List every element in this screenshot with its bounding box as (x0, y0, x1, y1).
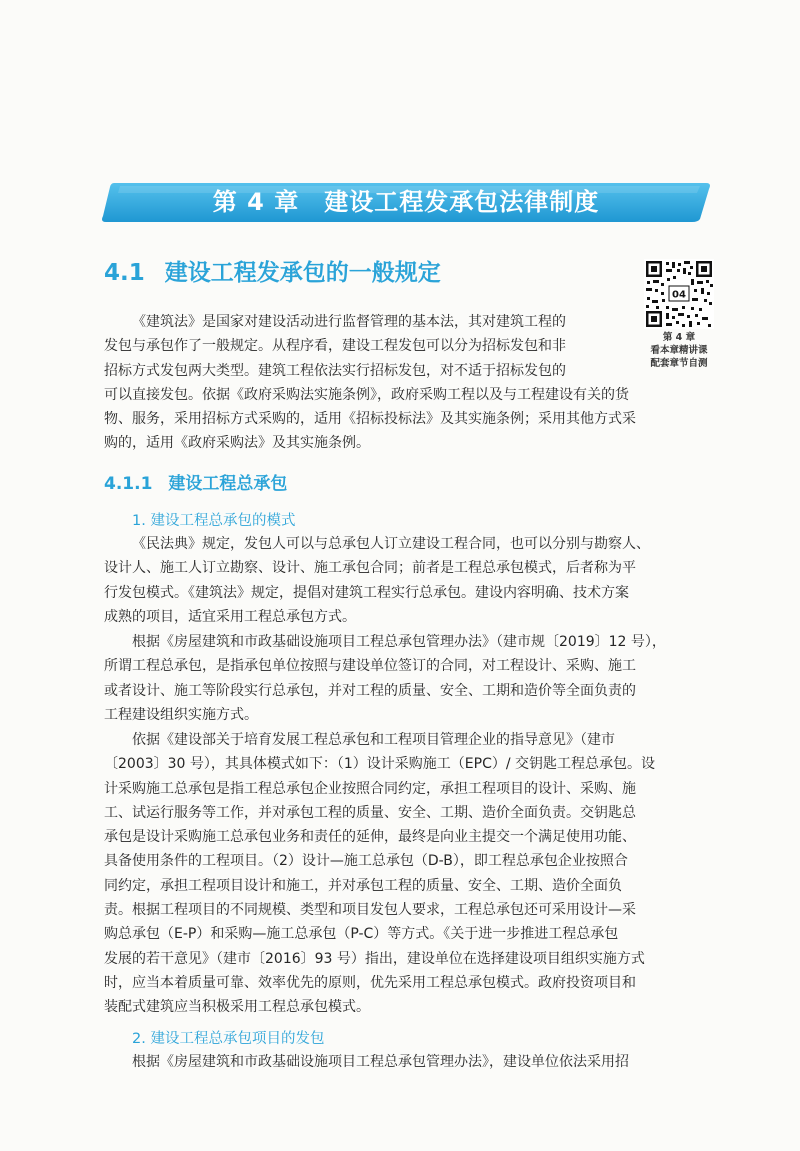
paragraph-line: 依据《建设部关于培育发展工程总承包和工程项目管理企业的指导意见》（建市 (132, 732, 615, 748)
paragraph-line: 行发包模式。《建筑法》规定，提倡对建筑工程实行总承包。建设内容明确、技术方案 (104, 584, 629, 601)
paragraph-line: 设计人、施工人订立勘察、设计、施工承包合同；前者是工程总承包模式，后者称为平 (104, 560, 636, 577)
paragraph-line: 物、服务，采用招标方式采购的，适用《招标投标法》及其实施条例；采用其他方式采 (104, 411, 636, 428)
paragraph-line: 承包是设计采购施工总承包业务和责任的延伸，最终是向业主提交一个满足使用功能、 (104, 829, 636, 846)
paragraph-line: 《民法典》规定，发包人可以与总承包人订立建设工程合同，也可以分别与勘察人、 (132, 536, 650, 552)
paragraph-line: 工程建设组织实施方式。 (104, 706, 258, 723)
paragraph-line: 〔2003〕30 号），其具体模式如下：（1）设计采购施工（EPC）/ 交钥匙工程总承包。设 (104, 756, 656, 773)
paragraph-line: 具备使用条件的工程项目。（2）设计—施工总承包（D-B），即工程总承包企业按照合 (104, 853, 628, 870)
item1-paragraph-1 (104, 532, 714, 629)
paragraph-line: 根据《房屋建筑和市政基础设施项目工程总承包管理办法》（建市规〔2019〕12 号）， (132, 634, 666, 650)
item2-paragraph-1 (104, 1050, 714, 1074)
paragraph-line: 责。根据工程项目的不同规模、类型和项目发包人要求，工程总承包还可采用设计—采 (104, 902, 636, 919)
section-heading (104, 254, 441, 287)
item-heading: 1. 建设工程总承包的模式 (132, 513, 296, 529)
paragraph-line: 装配式建筑应当积极采用工程总承包模式。 (104, 999, 370, 1016)
qr-caption (642, 331, 716, 370)
paragraph-line: 所谓工程总承包，是指承包单位按照与建设单位签订的合同，对工程设计、采购、施工 (104, 658, 636, 675)
qr-code-icon[interactable] (644, 259, 714, 329)
paragraph-line: 购总承包（E-P）和采购—施工总承包（P-C）等方式。《关于进一步推进工程总承包 (104, 926, 619, 943)
paragraph-line: 成熟的项目，适宜采用工程总承包方式。 (104, 608, 356, 625)
paragraph-line: 发包与承包作了一般规定。从程序看，建设工程发包可以分为招标发包和非 (104, 338, 566, 355)
paragraph-line: 或者设计、施工等阶段实行总承包，并对工程的质量、安全、工期和造价等全面负责的 (104, 682, 636, 699)
item1-paragraph-3 (104, 728, 714, 1020)
section-title: 建设工程发承包的一般规定 (164, 260, 441, 286)
item1-paragraph-2 (104, 630, 714, 727)
item-heading: 2. 建设工程总承包项目的发包 (132, 1031, 325, 1047)
paragraph-line: 计采购施工总承包是指工程总承包企业按照合同约定，承担工程项目的设计、采购、施 (104, 780, 636, 797)
qr-caption-line: 配套章节自测 (650, 358, 708, 369)
qr-center-label: 04 (672, 289, 686, 301)
paragraph-line: 招标方式发包两大类型。建筑工程依法实行招标发包，对不适于招标发包的 (104, 362, 566, 379)
paragraph-line: 同约定，承担工程项目设计和施工，并对承包工程的质量、安全、工期、造价全面负 (104, 877, 622, 894)
subsection-heading (104, 469, 287, 494)
qr-caption-line: 第 4 章 (662, 332, 696, 343)
subsection-number: 4.1.1 (104, 474, 153, 494)
section-number: 4.1 (104, 260, 145, 286)
intro-paragraph (104, 310, 634, 456)
paragraph-line: 购的，适用《政府采购法》及其实施条例。 (104, 435, 370, 452)
paragraph-line: 《建筑法》是国家对建设活动进行监督管理的基本法，其对建筑工程的 (132, 314, 566, 330)
paragraph-line: 根据《房屋建筑和市政基础设施项目工程总承包管理办法》，建设单位依法采用招 (132, 1054, 629, 1070)
qr-caption-line: 看本章精讲课 (650, 345, 708, 356)
subsection-title: 建设工程总承包 (168, 474, 288, 494)
chapter-title: 第 4 章 建设工程发承包法律制度 (212, 188, 600, 216)
chapter-banner (100, 181, 712, 223)
paragraph-line: 可以直接发包。依据《政府采购法实施条例》，政府采购工程以及与工程建设有关的货 (104, 386, 629, 403)
paragraph-line: 时，应当本着质量可靠、效率优先的原则，优先采用工程总承包模式。政府投资项目和 (104, 974, 636, 991)
paragraph-line: 发展的若干意见》（建市〔2016〕93 号）指出，建设单位在选择建设项目组织实施方式 (104, 950, 645, 967)
paragraph-line: 工、试运行服务等工作，并对承包工程的质量、安全、工期、造价全面负责。交钥匙总 (104, 804, 636, 821)
qr-block[interactable] (642, 259, 716, 370)
